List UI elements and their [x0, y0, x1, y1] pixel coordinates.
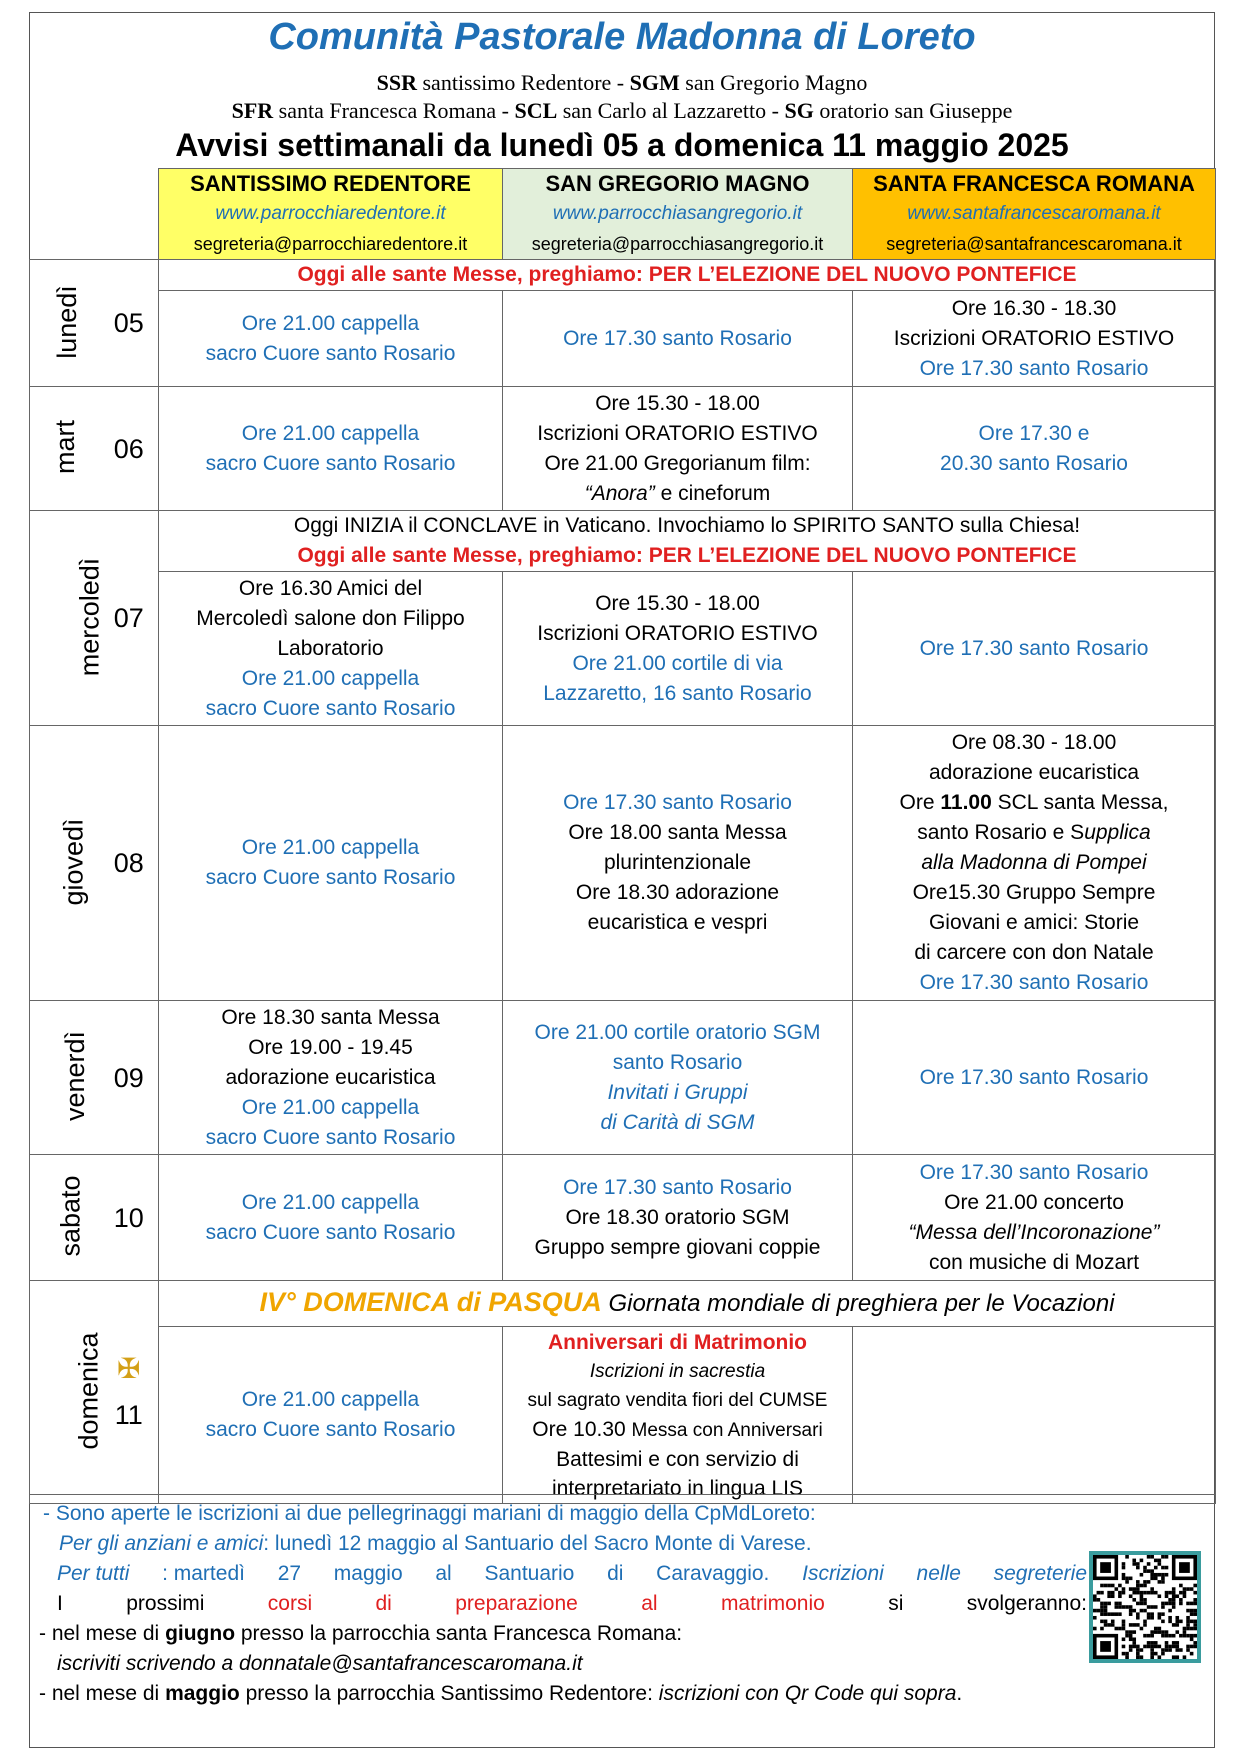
day-number-saturday: 10 [100, 1155, 159, 1281]
cell-wed-sgm: Ore 15.30 - 18.00 Iscrizioni ORATORIO ESTIVO Ore 21.00 cortile di via Lazzaretto, 16 santo Rosario [503, 572, 853, 726]
prayer-banner: Oggi alle sante Messe, preghiamo: PER L’ELEZIONE DEL NUOVO PONTEFICE [159, 260, 1216, 291]
parish-url-link[interactable]: www.parrocchiaredentore.it [215, 203, 446, 224]
cross-icon: ✠ [117, 1353, 141, 1384]
column-header-sfr: SANTA FRANCESCA ROMANA www.santafrancescaromana.it segreteria@santafrancescaromana.it [853, 169, 1216, 260]
page-title: Comunità Pastorale Madonna di Loreto [268, 16, 976, 58]
cell-sun-sfr [853, 1327, 1216, 1504]
schedule-table [29, 168, 1216, 1504]
course-june: - nel mese di giugno presso la parrocchia santa Francesca Romana: [39, 1622, 683, 1645]
cell-thu-sfr: Ore 08.30 - 18.00 adorazione eucaristica Ore 11.00 SCL santa Messa, santo Rosario e Supplica alla Madonna di Pompei Ore15.30 Gruppo Sempre Giovani e amici: Storie di carcere con don Natale Ore 17.30 santo Rosario [853, 726, 1216, 1001]
cell-mon-sfr: Ore 16.30 - 18.30 Iscrizioni ORATORIO ESTIVO Ore 17.30 santo Rosario [853, 291, 1216, 387]
cell-thu-sgm: Ore 17.30 santo Rosario Ore 18.00 santa Messa plurintenzionale Ore 18.30 adorazione eucaristica e vespri [503, 726, 853, 1001]
header-corner [30, 169, 159, 260]
pilgrimage-note: - Sono aperte le iscrizioni ai due pellegrinaggi mariani di maggio della CpMdLoreto: [43, 1502, 816, 1525]
cell-tue-ssr: Ore 21.00 cappella sacro Cuore santo Rosario [159, 387, 503, 511]
day-name-sunday: domenica [30, 1281, 100, 1504]
cell-fri-sgm: Ore 21.00 cortile oratorio SGM santo Rosario Invitati i Gruppi di Carità di SGM [503, 1001, 853, 1155]
cell-sat-sfr: Ore 17.30 santo Rosario Ore 21.00 concerto “Messa dell’Incoronazione” con musiche di Mozart [853, 1155, 1216, 1281]
day-number-thursday: 08 [100, 726, 159, 1001]
cell-thu-ssr: Ore 21.00 cappella sacro Cuore santo Rosario [159, 726, 503, 1001]
day-name-monday: lunedì [30, 260, 100, 387]
cell-sat-sgm: Ore 17.30 santo Rosario Ore 18.30 oratorio SGM Gruppo sempre giovani coppie [503, 1155, 853, 1281]
parish-email-link[interactable]: segreteria@santafrancescaromana.it [886, 234, 1182, 254]
course-may: - nel mese di maggio presso la parrocchia Santissimo Redentore: iscrizioni con Qr Code qui sopra. [39, 1682, 963, 1705]
parish-email-link[interactable]: segreteria@parrocchiasangregorio.it [531, 234, 824, 254]
column-header-sgm: SAN GREGORIO MAGNO www.parrocchiasangregorio.it segreteria@parrocchiasangregorio.it [503, 169, 853, 260]
course-june-email: iscriviti scrivendo a donnatale@santafrancescaromana.it [57, 1652, 583, 1675]
marriage-course-note: I prossimi corsi di preparazione al matrimonio si svolgeranno: [57, 1592, 1087, 1615]
parish-url-link[interactable]: www.parrocchiasangregorio.it [552, 203, 803, 224]
pilgrimage-elderly: Per gli anziani e amici: lunedì 12 maggio al Santuario del Sacro Monte di Varese. [59, 1532, 812, 1555]
day-name-wednesday: mercoledì [30, 511, 100, 726]
cell-wed-ssr: Ore 16.30 Amici del Mercoledì salone don Filippo Laboratorio Ore 21.00 cappella sacro Cuore santo Rosario [159, 572, 503, 726]
sunday-banner: IV° DOMENICA di PASQUA Giornata mondiale di preghiera per le Vocazioni [159, 1281, 1216, 1327]
day-name-friday: venerdì [30, 1001, 100, 1155]
cell-mon-ssr: Ore 21.00 cappella sacro Cuore santo Rosario [159, 291, 503, 387]
parishes-line-2: SFR santa Francesca Romana - SCL san Carlo al Lazzaretto - SG oratorio san Giuseppe [231, 98, 1013, 123]
day-number-wednesday: 07 [100, 511, 159, 726]
conclave-banner: Oggi INIZIA il CONCLAVE in Vaticano. Invochiamo lo SPIRITO SANTO sulla Chiesa! Oggi alle sante Messe, preghiamo: PER L’ELEZIONE DEL NUOVO PONTEFICE [159, 511, 1216, 572]
day-name-thursday: giovedì [30, 726, 100, 1001]
day-number-monday: 05 [100, 260, 159, 387]
day-name-saturday: sabato [30, 1155, 100, 1281]
cell-wed-sfr: Ore 17.30 santo Rosario [853, 572, 1216, 726]
cell-tue-sgm: Ore 15.30 - 18.00 Iscrizioni ORATORIO ESTIVO Ore 21.00 Gregorianum film: “Anora” e cineforum [503, 387, 853, 511]
pilgrimage-all: Per tutti : martedì 27 maggio al Santuario di Caravaggio. Iscrizioni nelle segreterie [57, 1562, 1087, 1585]
cell-sun-sgm: Anniversari di Matrimonio Iscrizioni in sacrestia sul sagrato vendita fiori del CUMSE Ore 10.30 Messa con Anniversari Battesimi e con servizio di interpretariato in lingua LIS [503, 1327, 853, 1504]
day-number-sunday: ✠ 11 [100, 1281, 159, 1504]
parish-email-link[interactable]: segreteria@parrocchiaredentore.it [193, 234, 468, 254]
day-number-tuesday: 06 [100, 387, 159, 511]
day-name-tuesday: mart [30, 387, 100, 511]
column-header-ssr: SANTISSIMO REDENTORE www.parrocchiaredentore.it segreteria@parrocchiaredentore.it [159, 169, 503, 260]
parishes-line-1: SSR santissimo Redentore - SGM san Gregorio Magno [376, 70, 868, 95]
cell-mon-sgm: Ore 17.30 santo Rosario [503, 291, 853, 387]
cell-fri-ssr: Ore 18.30 santa Messa Ore 19.00 - 19.45 adorazione eucaristica Ore 21.00 cappella sacro Cuore santo Rosario [159, 1001, 503, 1155]
cell-tue-sfr: Ore 17.30 e 20.30 santo Rosario [853, 387, 1216, 511]
parish-url-link[interactable]: www.santafrancescaromana.it [907, 203, 1161, 224]
day-number-friday: 09 [100, 1001, 159, 1155]
qr-code-icon[interactable] [1089, 1551, 1201, 1663]
cell-fri-sfr: Ore 17.30 santo Rosario [853, 1001, 1216, 1155]
cell-sun-ssr: Ore 21.00 cappella sacro Cuore santo Rosario [159, 1327, 503, 1504]
week-title: Avvisi settimanali da lunedì 05 a domenica 11 maggio 2025 [175, 127, 1069, 163]
qr-code-graphic [1093, 1555, 1197, 1659]
footer-notices [29, 1494, 1215, 1749]
cell-sat-ssr: Ore 21.00 cappella sacro Cuore santo Rosario [159, 1155, 503, 1281]
